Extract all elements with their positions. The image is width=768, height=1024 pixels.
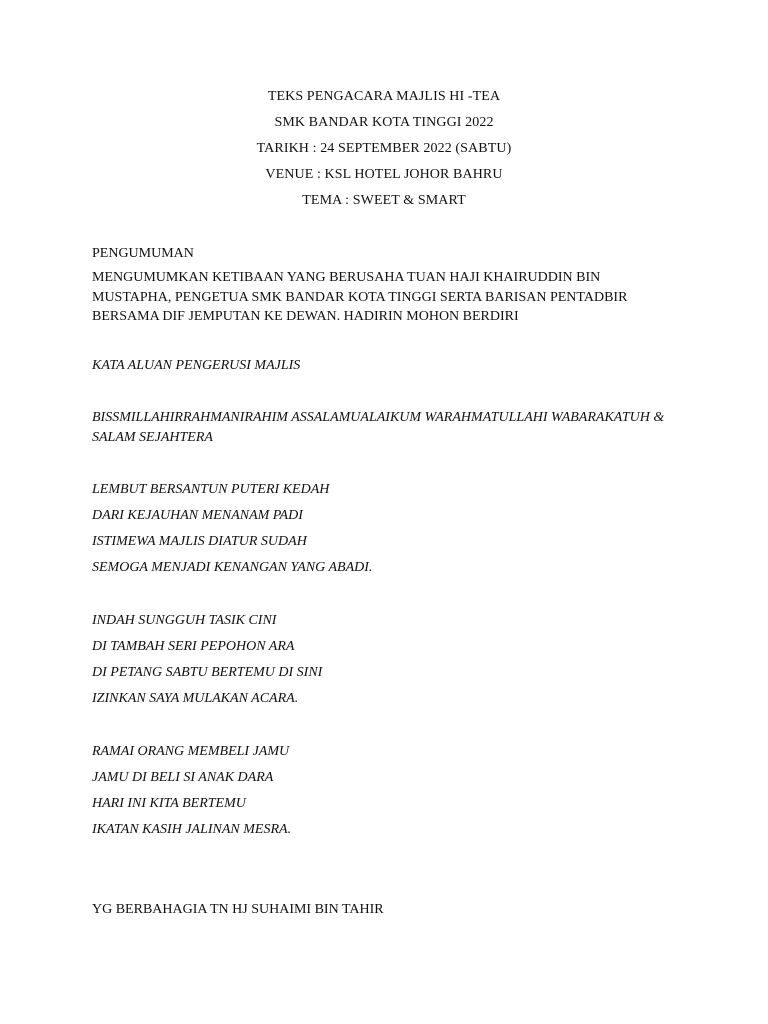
pantun-2-line-2: DI TAMBAH SERI PEPOHON ARA: [92, 639, 295, 654]
pantun-3-line-4: IKATAN KASIH JALINAN MESRA.: [92, 822, 292, 837]
pantun-1-line-3: ISTIMEWA MAJLIS DIATUR SUDAH: [92, 534, 307, 549]
pantun-2-line-1: INDAH SUNGGUH TASIK CINI: [92, 613, 277, 628]
pantun-3-line-2: JAMU DI BELI SI ANAK DARA: [92, 770, 274, 785]
document-title: TEKS PENGACARA MAJLIS HI -TEA: [267, 89, 501, 104]
welcome-heading: KATA ALUAN PENGERUSI MAJLIS: [92, 358, 301, 373]
school-name: SMK BANDAR KOTA TINGGI 2022: [274, 115, 494, 130]
pantun-2-line-4: IZINKAN SAYA MULAKAN ACARA.: [92, 691, 299, 706]
pantun-3-line-3: HARI INI KITA BERTEMU: [92, 796, 246, 811]
event-date: TARIKH : 24 SEPTEMBER 2022 (SABTU): [256, 141, 512, 156]
pantun-1-line-4: SEMOGA MENJADI KENANGAN YANG ABADI.: [92, 560, 373, 575]
pantun-1-line-2: DARI KEJAUHAN MENANAM PADI: [92, 508, 303, 523]
event-venue: VENUE : KSL HOTEL JOHOR BAHRU: [265, 167, 503, 182]
greeting-text: BISSMILLAHIRRAHMANIRAHIM ASSALAMUALAIKUM WARAHMATULLAHI WABARAKATUH & SALAM SEJAHTERA: [92, 410, 665, 445]
event-theme: TEMA : SWEET & SMART: [302, 193, 466, 208]
pantun-1-line-1: LEMBUT BERSANTUN PUTERI KEDAH: [92, 482, 330, 497]
announcement-text: MENGUMUMKAN KETIBAAN YANG BERUSAHA TUAN HAJI KHAIRUDDIN BIN MUSTAPHA, PENGETUA SMK BANDAR KOTA TINGGI SERTA BARISAN PENTADBIR BERSAMA DIF JEMPUTAN KE DEWAN. HADIRIN MOHON BERDIRI: [92, 270, 628, 324]
pantun-3-line-1: RAMAI ORANG MEMBELI JAMU: [92, 744, 290, 759]
closing-line: YG BERBAHAGIA TN HJ SUHAIMI BIN TAHIR: [92, 902, 384, 917]
pantun-2-line-3: DI PETANG SABTU BERTEMU DI SINI: [92, 665, 323, 680]
announcement-heading: PENGUMUMAN: [92, 246, 194, 261]
